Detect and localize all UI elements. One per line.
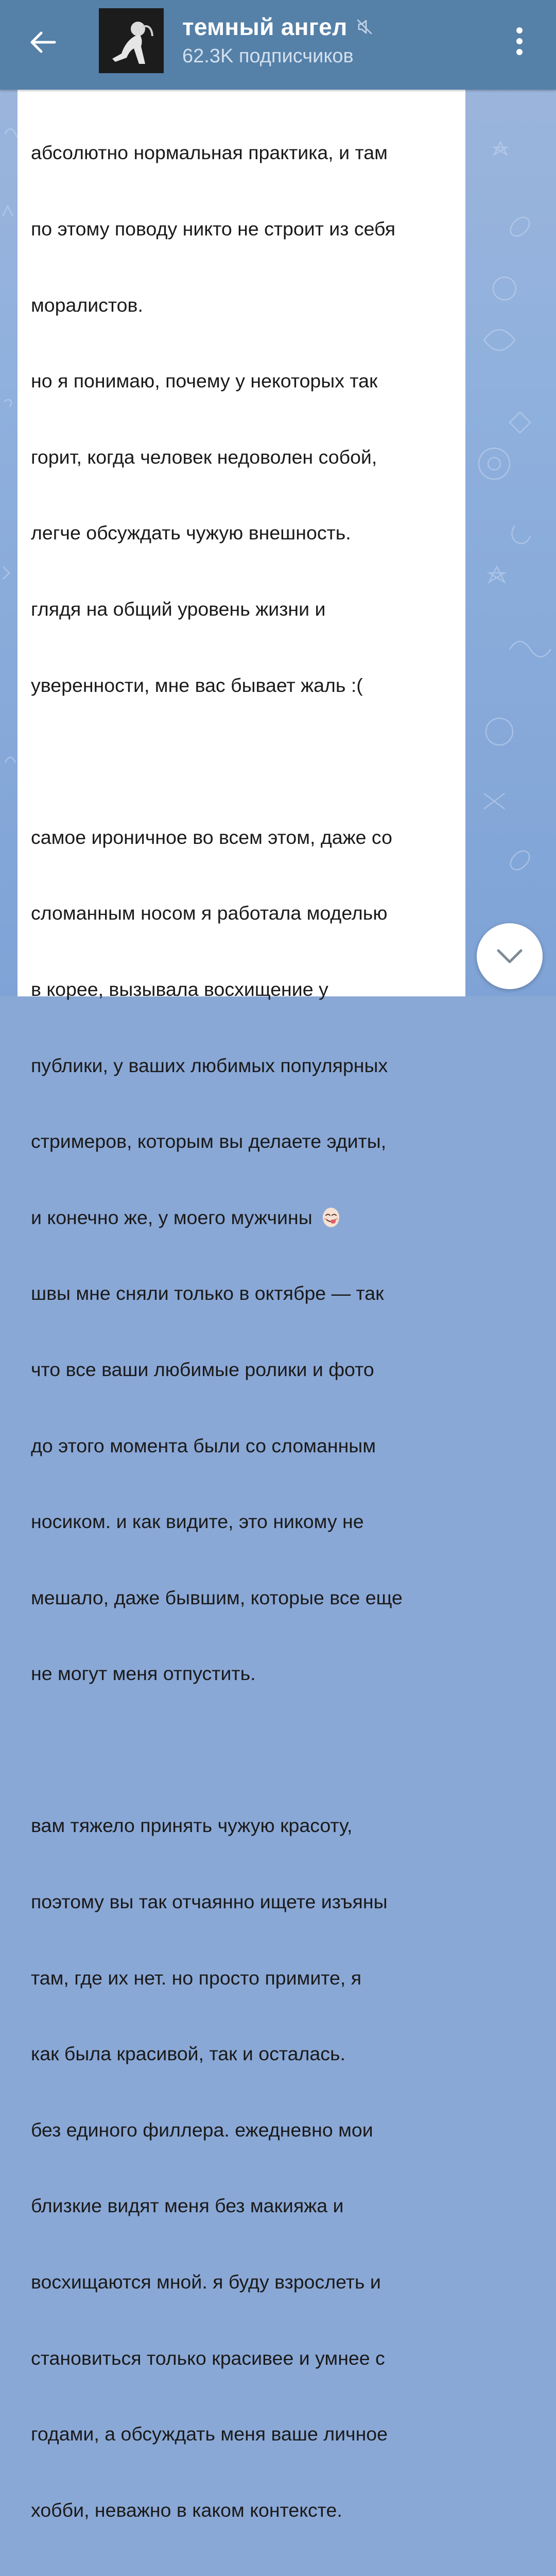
- message-line: там, где их нет. но просто примите, я: [31, 1967, 362, 1989]
- message-line: швы мне сняли только в октябре — так: [31, 1282, 384, 1304]
- message-line: восхищаются мной. я буду взрослеть и: [31, 2271, 381, 2293]
- message-line: но я понимаю, почему у некоторых так: [31, 370, 378, 392]
- message-line: носиком. и как видите, это никому не: [31, 1511, 364, 1533]
- more-options-button[interactable]: [507, 21, 532, 62]
- message-line: [31, 749, 463, 774]
- scroll-to-bottom-button[interactable]: [477, 923, 543, 989]
- message-text: [31, 90, 463, 2576]
- more-vertical-icon: [516, 27, 523, 33]
- message-line: уверенности, мне вас бывает жаль :(: [31, 674, 363, 696]
- message-line: поэтому вы так отчаянно ищете изъяны: [31, 1891, 388, 1913]
- message-line: горит, когда человек недоволен собой,: [31, 446, 377, 468]
- message-line: вам тяжело принять чужую красоту,: [31, 1815, 353, 1837]
- arrow-left-icon: [29, 31, 56, 54]
- back-button[interactable]: [22, 22, 63, 63]
- message-line: близкие видят меня без макияжа и: [31, 2195, 344, 2217]
- message-line: хобби, неважно в каком контексте.: [31, 2499, 342, 2521]
- message-line: самое ироничное во всем этом, даже со: [31, 826, 392, 848]
- message-line: моралистов.: [31, 294, 143, 316]
- channel-title-row[interactable]: [182, 11, 373, 42]
- message-line: мешало, даже бывшим, которые все еще: [31, 1586, 403, 1608]
- message-line: что все ваши любимые ролики и фото: [31, 1358, 374, 1380]
- channel-title: темный ангел: [182, 13, 348, 40]
- channel-avatar[interactable]: [99, 8, 164, 73]
- message-line: [31, 2573, 463, 2576]
- message-line: в корее, вызывала восхищение у: [31, 978, 328, 1000]
- message-line: и конечно же, у моего мужчины: [31, 1206, 312, 1228]
- message-line: глядя на общий уровень жизни и: [31, 598, 326, 620]
- subscriber-count: 62.3K подписчиков: [182, 45, 354, 67]
- message-line: становиться только красивее и умнее с: [31, 2347, 385, 2369]
- message-line: без единого филлера. ежедневно мои: [31, 2119, 373, 2141]
- message-line: легче обсуждать чужую внешность.: [31, 522, 351, 544]
- message-line: не могут меня отпустить.: [31, 1663, 256, 1685]
- message-line: по этому поводу никто не строит из себя: [31, 218, 395, 240]
- yum-face-emoji-icon: [320, 1206, 342, 1228]
- message-line: годами, а обсуждать меня ваше личное: [31, 2423, 388, 2445]
- message-line: [31, 1737, 463, 1762]
- mute-icon: [356, 18, 373, 36]
- message-line: до этого момента были со сломанным: [31, 1434, 376, 1456]
- message-line: как была красивой, так и осталась.: [31, 2043, 345, 2065]
- message-line-with-emoji: [31, 1205, 463, 1230]
- channel-header: [0, 0, 556, 90]
- chevron-down-icon: [495, 947, 524, 965]
- avatar-image: [99, 8, 164, 73]
- message-line: абсолютно нормальная практика, и там: [31, 142, 388, 164]
- message-line: сломанным носом я работала моделью: [31, 902, 388, 924]
- message-line: стримеров, которым вы делаете эдиты,: [31, 1130, 387, 1153]
- message-line: публики, у ваших любимых популярных: [31, 1054, 388, 1076]
